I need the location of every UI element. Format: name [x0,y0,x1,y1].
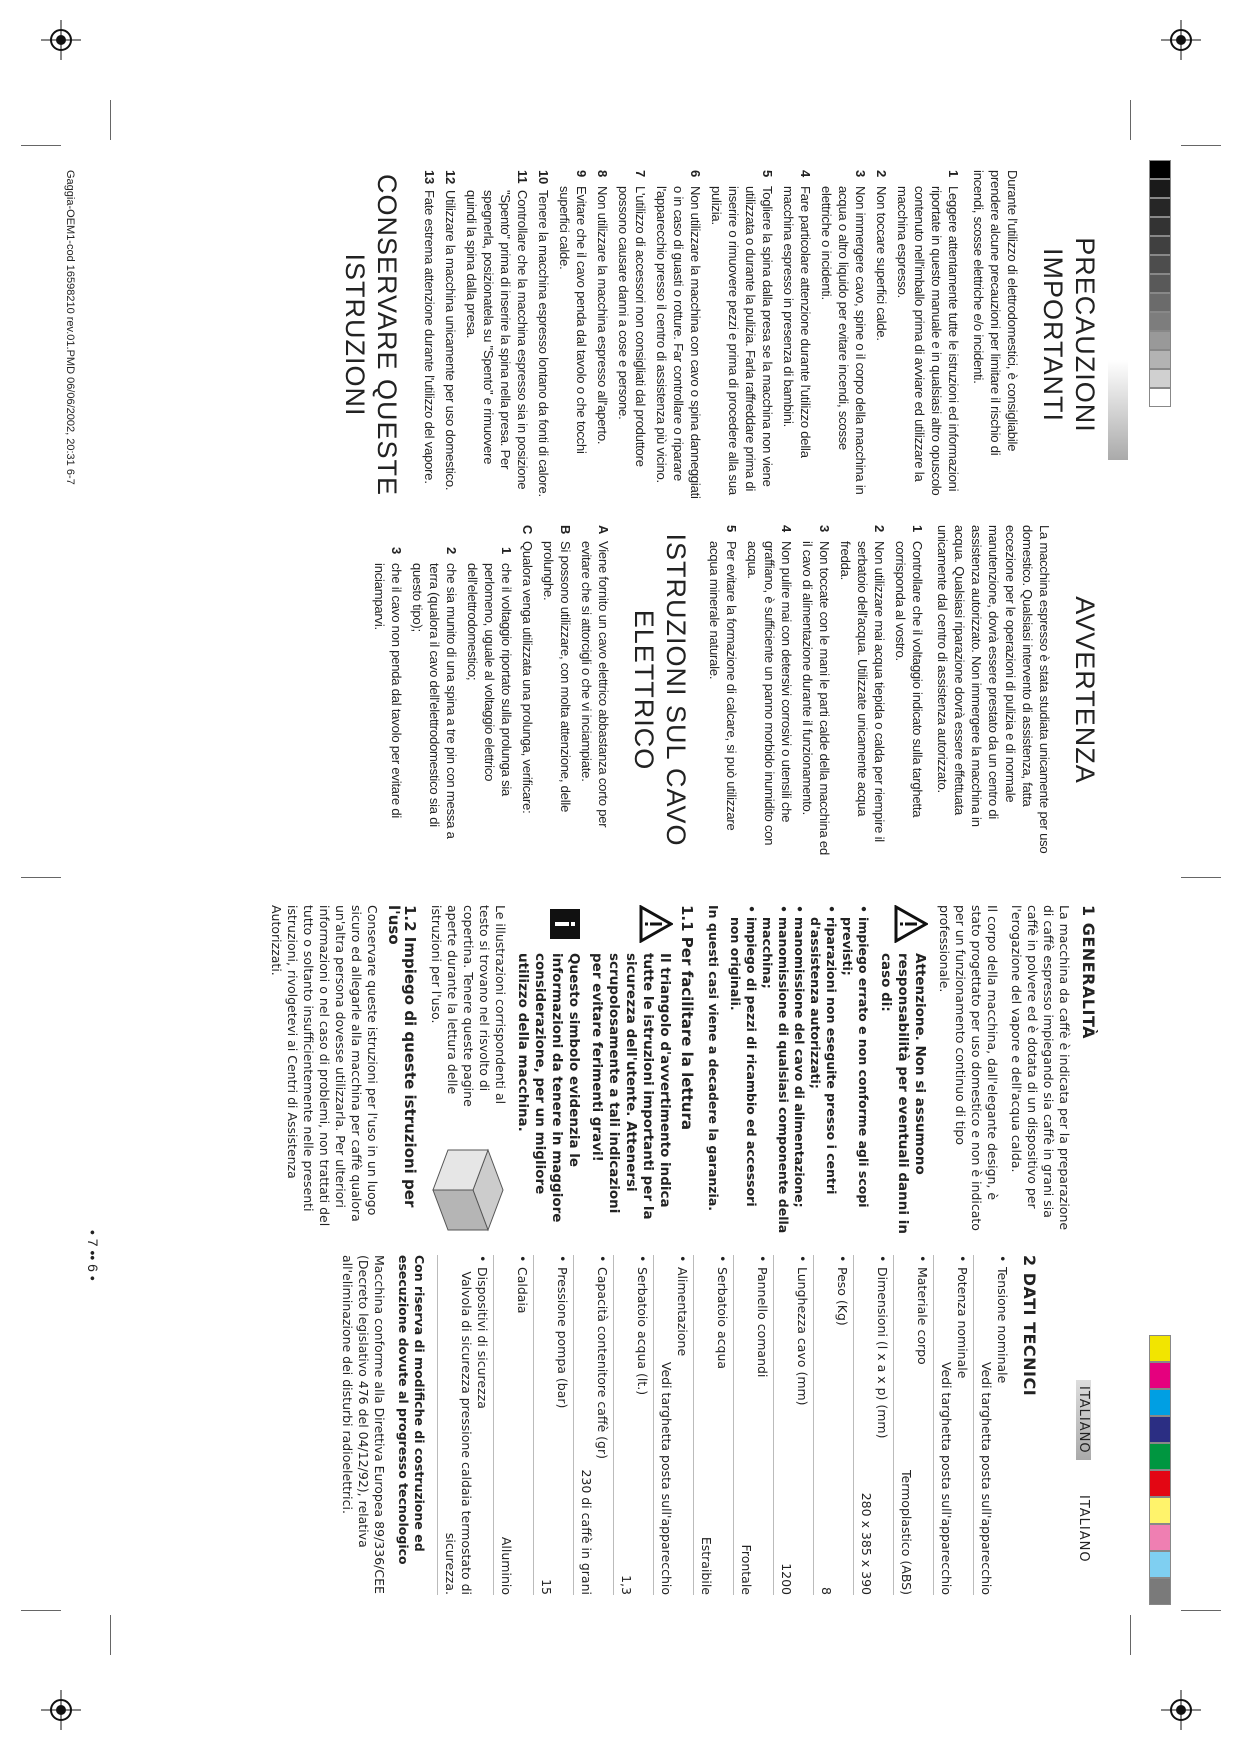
spec-label: • Tensione nominale [994,1255,1010,1595]
spec-value: Alluminio [499,1536,514,1595]
precaution-text: Non toccare superfici calde. [874,186,889,341]
precaution-item [708,170,776,500]
attention-box [877,905,928,1235]
cable-sub-list [371,525,515,855]
precaution-text: Evitare che il cavo penda dal tavolo o che tocchi superfici calde. [557,186,589,454]
color-swatch [1149,1578,1171,1605]
color-swatch [1149,331,1171,350]
precaution-number: 9 [574,170,589,178]
illustration-text: Le illustrazioni corrispondenti al testo si trovano nel risvolto di copertina. Tenere queste pagine aperte durante la lettura delle istruzioni per l'uso. [429,905,508,1107]
spec-label: • Dimensioni (l x a x p) (mm) [874,1255,890,1595]
warning-title: AVVERTENZA [1070,596,1100,784]
spec-row [813,1255,853,1595]
cable-text: Viene fornito un cavo elettrico abbastanza corto per evitare che si attorcigli o che vi inciampiate. [579,541,611,828]
warning-number: 1 [910,525,925,533]
spec-value: Estraibile [699,1536,714,1595]
cable-sub-number: 3 [389,547,404,555]
attention-item: • riparazioni non eseguite presso i centri d'assistenza autorizzati; [807,905,839,1235]
registration-mark-icon [1161,20,1201,60]
spec-value: 280 x 385 x 390 [859,1492,874,1595]
cable-sub-text: che il voltaggio riportato sulla prolunga sia perlomeno, uguale al voltaggio elettrico dell'elettrodomestico; [465,563,514,797]
technical-data-column [331,1255,1041,1595]
warning-text: Controllare che il voltaggio indicato sulla targhetta corrisponda al vostro. [893,541,925,818]
spec-value: 1,3 [619,1575,634,1595]
warning-triangle-icon [639,905,673,943]
cable-sub-text: che sia munito di una spina a tre pin con messa a terra (qualora il cavo dell'elettrodomestico sia di questo tipo); [410,563,459,839]
precaution-item [615,170,649,500]
warning-text: Non pulire mai con detersivi corrosivi o utensili che graffiano, è sufficiente un panno morbido inumidito con acqua. [745,541,794,846]
spec-label: • Caldaia [514,1255,530,1595]
warning-item [744,525,795,855]
precaution-text: L'utilizzo di accessori non consigliati dal produttore possono causare danni a cose e persone. [616,186,648,467]
spec-value: Frontale [739,1544,754,1595]
spec-value: 8 [819,1587,834,1595]
warning-item [706,525,740,855]
reserve-text: Con riserva di modifiche di costruzione ed esecuzione dovute al progresso tecnologico [396,1255,427,1565]
section-1-p2: Il corpo della macchina, dall'elegante design, è stato progettato per uso domestico e non è indicato per un funzionamento continuo di tipo professionale. [937,905,1000,1231]
precaution-item [535,170,552,500]
precaution-item [421,170,438,500]
color-swatch [1149,236,1171,255]
color-swatch [1149,1362,1171,1389]
spec-label: • Capacità contenitore caffè (gr) [594,1255,610,1595]
spec-row [653,1255,693,1595]
spec-value: Termoplastico (ABS) [899,1470,914,1595]
spec-row [493,1255,533,1595]
warning-column [367,525,1101,855]
precaution-number: 4 [798,170,813,178]
color-swatch [1149,1470,1171,1497]
spec-row [893,1255,933,1595]
triangle-notice-text: Il triangolo d'avvertimento indica tutte le istruzioni importanti per la sicurezza dell'utente. Attenersi scrupolosamente a tali indicazioni per evitare ferimenti gravi! [589,953,673,1220]
precaution-number: 11 [515,170,530,184]
conserve-title-line-1: CONSERVARE QUESTE [372,173,402,497]
color-swatch [1149,369,1171,388]
precaution-number: 5 [760,170,775,178]
crop-mark [1181,145,1221,146]
spec-value: Vedi targhetta posta sull'apparecchio [659,1361,674,1595]
spec-row [693,1255,733,1595]
cable-title-line-1: ISTRUZIONI SUL CAVO [661,533,691,847]
language-label: ITALIANO [1076,1380,1091,1460]
color-swatch [1149,293,1171,312]
spec-value: 230 di caffè in grani [579,1469,594,1595]
spec-label: • Serbatoio acqua [714,1255,730,1595]
attention-item: • manomissione di qualsiasi componente della macchina; [759,905,791,1235]
color-swatch [1149,198,1171,217]
cable-text: Qualora venga utilizzata una prolunga, verificare: [520,541,535,814]
crop-mark [110,100,111,140]
section-1-p1: La macchina da caffè è indicata per la preparazione di caffè espresso impiegando sia caffè in grani sia caffè in polvere ed è dotata di un dispositivo per l'erogazione del vapore e dell'acqua calda. [1009,905,1072,1231]
color-swatch [1149,1443,1171,1470]
cable-text: Si possono utilizzare, con molta attenzione, delle prolunghe. [541,541,573,813]
cable-sub-item [409,547,460,855]
language-label: ITALIANO [1076,1495,1091,1563]
color-swatch [1149,1497,1171,1524]
color-swatch [1149,1551,1171,1578]
spec-label: • Dispositivi di sicurezza [474,1255,490,1595]
registration-mark-icon [1161,1690,1201,1730]
gray-ramp-bar [1149,160,1171,407]
spec-row [853,1255,893,1595]
section-1-2-title: 1.2 Impiego di queste istruzioni per l'uso [385,905,419,1208]
crop-mark [1181,877,1221,878]
spec-value: 15 [539,1579,554,1595]
precautions-list [421,170,962,500]
spec-row [773,1255,813,1595]
registration-mark-icon [41,1690,81,1730]
precaution-number: 3 [853,170,868,178]
color-swatch [1149,1335,1171,1362]
precaution-item [594,170,611,500]
attention-text: Attenzione. Non si assumono responsabilità per eventuali danni in caso di: [878,953,928,1234]
warning-number: 5 [724,525,739,533]
cable-item [578,525,612,855]
spec-label: • Pannello comandi [754,1255,770,1595]
warning-number: 2 [872,525,887,533]
precaution-item [442,170,459,500]
precaution-number: 2 [874,170,889,178]
precaution-text: Fate estrema attenzione durante l'utilizzo del vapore. [422,190,437,484]
spec-list [437,1255,1013,1595]
spec-value: 1200 [779,1563,794,1595]
color-swatch [1149,1416,1171,1443]
precaution-number: 6 [688,170,703,178]
warranty-text: In questi casi viene a decadere la garanzia. [706,905,721,1212]
precaution-number: 7 [633,170,648,178]
precaution-item [873,170,890,500]
color-swatch [1149,1524,1171,1551]
crop-mark [1130,1615,1131,1655]
color-swatch [1149,1389,1171,1416]
spec-row [533,1255,573,1595]
section-2-title: 2 DATI TECNICI [1020,1255,1039,1397]
crop-mark [21,877,61,878]
color-swatch [1149,160,1171,179]
warning-text: Non toccate con le mani le parti calde della macchina ed il cavo di alimentazione durante il funzionamento. [800,541,832,855]
spec-label: • Potenza nominale [954,1255,970,1595]
warning-item [799,525,833,855]
crop-mark [21,145,61,146]
spec-label: • Pressione pompa (bar) [554,1255,570,1595]
warning-triangle-icon [894,905,928,943]
color-swatch [1149,255,1171,274]
section-1-2-text: Conservare queste istruzioni per l'uso in un luogo sicuro ed allegarle alla macchina per caffè qualora un'altra persona dovesse utilizzarla. Per ulteriori informazioni o nel caso di problemi, non trattati del tutto o soltanto insufficientemente nelle presenti istruzioni, rivolgetevi ai Centri di Assistenza Autorizzati. [269,905,380,1227]
precaution-item [780,170,814,500]
precaution-text: Leggere attentamente tutte le istruzioni ed informazioni riportate in questo manuale e in qualsiasi altro opuscolo contenuto nell'imballo prima di avviare ed utilizzare la macchina espresso. [895,186,961,496]
cable-title-line-2: ELETTRICO [629,609,659,771]
cable-number: A [596,525,611,535]
precaution-item [556,170,590,500]
precaution-number: 12 [443,170,458,185]
precaution-text: Non utilizzare la macchina espresso all'aperto. [595,186,610,445]
color-swatch [1149,388,1171,407]
precaution-text: Tenere la macchina espresso lontano da fonti di calore. [536,190,551,497]
spec-row [437,1255,493,1595]
folded-page-icon [428,1145,508,1235]
precaution-text: Non immergere cavo, spine o il corpo della macchina in acqua o altro liquido per evitare incendi, scosse elettriche o incidenti. [819,186,868,495]
spec-value: Valvola di sicurezza pressione caldaia termostato di sicurezza. [443,1271,474,1595]
info-icon [548,905,582,943]
precaution-number: 13 [422,170,437,185]
spec-label: • Materiale corpo [914,1255,930,1595]
cable-sub-text: che il cavo non penda dal tavolo per evitare di inciamparvi. [372,563,404,819]
section-tag [1108,360,1128,460]
precaution-item [818,170,869,500]
spec-row [733,1255,773,1595]
spec-label: • Alimentazione [674,1255,690,1595]
precaution-text: Controllare che la macchina espresso sia in posizione "Spento" prima di inserire la spina nella presa. Per spegnerla, posizionatela su "Spento" e rimuovere quindi la spina dalla presa. [464,190,530,490]
precaution-text: Fare particolare attenzione durante l'utilizzo della macchina espresso in presenza di bambini. [781,186,813,458]
warning-text: Per evitare la formazione di calcare, si può utilizzare acqua minerale naturale. [707,541,739,831]
warning-list [706,525,926,855]
section-1-title: 1 GENERALITÀ [1079,905,1098,1039]
precaution-item [894,170,962,500]
precautions-column [323,170,1101,500]
cable-list [519,525,612,855]
spec-label: • Serbatoio acqua (lt.) [634,1255,650,1595]
spec-row [573,1255,613,1595]
color-control-bar [1149,1335,1171,1605]
precautions-intro: Durante l'utilizzo di elettrodomestici, è consigliabile prendere alcune precauzioni per limitare il rischio di incendi, scosse elettriche e/o incidenti. [971,170,1020,456]
crop-mark [21,1610,61,1611]
cable-sub-item [371,547,405,855]
cable-sub-number: 1 [499,547,514,555]
color-swatch [1149,217,1171,236]
color-swatch [1149,350,1171,369]
cable-number: B [558,525,573,535]
color-swatch [1149,274,1171,293]
conserve-title-line-2: ISTRUZIONI [340,253,370,417]
cable-number: C [520,525,535,535]
cable-item [519,525,536,855]
precaution-number: 1 [946,170,961,178]
color-swatch [1149,312,1171,331]
precaution-number: 10 [536,170,551,185]
page-numbers: • 7 •• 6 • [85,1230,101,1281]
registration-mark-icon [41,20,81,60]
precaution-text: Togliere la spina dalla presa se la macchina non viene utilizzata o durante la pulizia. Farla raffreddare prima di inserire o rimuovere pezzi e prima di procedere alla sua pulizia. [709,186,775,495]
warning-intro: La macchina espresso è stata studiata unicamente per uso domestico. Qualsiasi intervento di assistenza, fatta eccezione per le operazioni di pulizia e di normale manutenzione, dovrà essere prestato da un centro di assistenza autorizzato. Non immergere la macchina in acqua. Qualsiasi riparazione dovrà essere effettuata unicamente dal centro di assistenza autorizzato. [935,525,1052,854]
precaution-text: Utilizzare la macchina unicamente per uso domestico. [443,190,458,491]
attention-item: • manomissione del cavo di alimentazione; [791,905,807,1235]
precaution-item [463,170,531,500]
general-column [260,905,1096,1235]
spec-row [973,1255,1013,1595]
warning-text: Non utilizzare mai acqua tiepida o calda per riempire il serbatoio dell'acqua. Utilizzate unicamente acqua fredda. [838,541,887,842]
precaution-item [653,170,704,500]
precaution-number: 8 [595,170,610,178]
warning-number: 3 [817,525,832,533]
section-1-1-title: 1.1 Per facilitare la lettura [678,905,696,1130]
crop-mark [1130,100,1131,140]
spec-value: Vedi targhetta posta sull'apparecchio [979,1361,994,1595]
spec-row [933,1255,973,1595]
color-swatch [1149,179,1171,198]
warning-item [892,525,926,855]
spec-label: • Lunghezza cavo (mm) [794,1255,810,1595]
attention-item: • impiego errato e non conforme agli scopi previsti; [839,905,871,1235]
crop-mark [1181,1610,1221,1611]
triangle-notice [588,905,673,1235]
info-notice [514,905,582,1235]
attention-list [727,905,871,1235]
conformity-text: Macchina conforme alla Direttiva Europea 89/336/CEE (Decreto legislativo 476 del 04/12/92), relativa all'eliminazione dei disturbi radioelettrici. [340,1255,387,1594]
spec-label: • Peso (Kg) [834,1255,850,1595]
precaution-text: Non utilizzare la macchina con cavo o spina danneggiati o in caso di guasti o rotture. Far controllare o riparare l'apparecchio presso il centro di assistenza più vicino. [654,186,703,499]
cable-sub-number: 2 [444,547,459,555]
attention-item: • impiego di pezzi di ricambio ed accessori non originali. [727,905,759,1235]
spec-value: Vedi targhetta posta sull'apparecchio [939,1361,954,1595]
warning-number: 4 [779,525,794,533]
info-notice-text: Questo simbolo evidenzia le informazioni da tenere in maggiore considerazione, per un migliore utilizzo della macchina. [515,953,582,1223]
footer-slug: Gaggia-OEM1-cod 16598210 rev.01.PMD 06/06/2002, 20:31 6-7 [64,170,76,485]
spec-row [613,1255,653,1595]
precautions-title: PRECAUZIONI IMPORTANTI [1038,237,1100,433]
crop-mark [110,1615,111,1655]
cable-sub-item [464,547,515,855]
warning-item [837,525,888,855]
cable-item [540,525,574,855]
